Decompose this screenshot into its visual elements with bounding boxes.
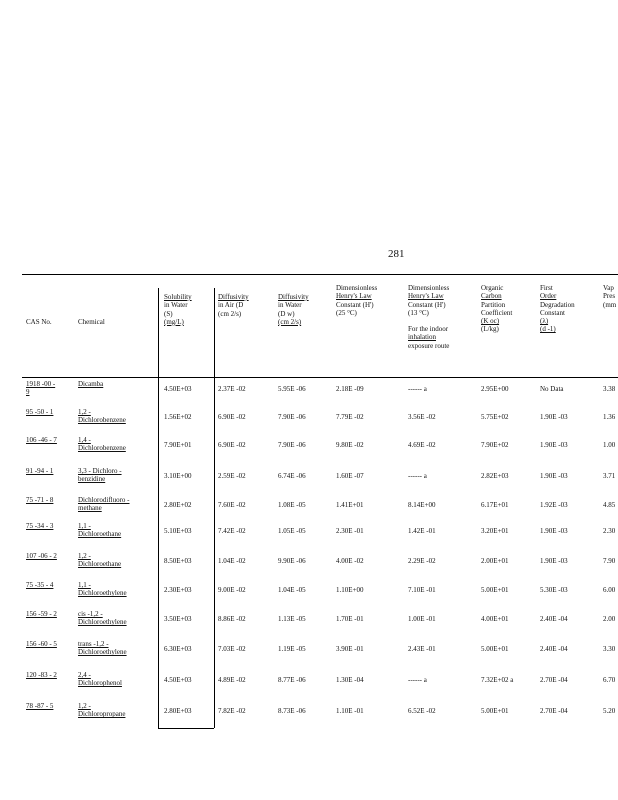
header-solubility: Solubility in Water (S) (mg/L) bbox=[164, 293, 192, 326]
cas-number: 78 -87 - 5 bbox=[26, 702, 54, 710]
header-chemical: Chemical bbox=[78, 318, 105, 326]
cell-dw: 1.19E -05 bbox=[278, 645, 306, 653]
cell-koc: 3.20E+01 bbox=[481, 527, 509, 535]
cell-deg: 1.90E -03 bbox=[540, 413, 568, 421]
header-degradation: First Order Degradation Constant (λ) (d -1) bbox=[540, 284, 575, 334]
cell-h13: ------ a bbox=[408, 676, 427, 684]
cell-da: 6.90E -02 bbox=[218, 441, 246, 449]
cell-vp: 5.20 bbox=[603, 707, 616, 715]
header-henry-13c: Dimensionless Henry's Law Constant (H') (13 °C) For the indoor inhalation exposure route bbox=[408, 284, 450, 350]
cell-s: 2.30E+03 bbox=[164, 586, 192, 594]
cell-vp: 1.00 bbox=[603, 441, 616, 449]
chemical-name: 1,1 - Dichloroethylene bbox=[78, 581, 127, 598]
cas-number: 107 -06 - 2 bbox=[26, 552, 57, 560]
cell-h13: 1.00E -01 bbox=[408, 615, 436, 623]
chemical-name: cis -1,2 - Dichloroethylene bbox=[78, 610, 127, 627]
cell-h25: 9.80E -02 bbox=[336, 441, 364, 449]
cas-number: 156 -60 - 5 bbox=[26, 640, 57, 648]
cell-s: 6.30E+03 bbox=[164, 645, 192, 653]
cell-deg: No Data bbox=[540, 385, 564, 393]
cell-dw: 6.74E -06 bbox=[278, 472, 306, 480]
cell-dw: 1.13E -05 bbox=[278, 615, 306, 623]
cell-koc: 2.82E+03 bbox=[481, 472, 509, 480]
cell-deg: 1.90E -03 bbox=[540, 441, 568, 449]
cell-h13: 1.42E -01 bbox=[408, 527, 436, 535]
cas-number: 75 -35 - 4 bbox=[26, 581, 54, 589]
cell-deg: 1.90E -03 bbox=[540, 557, 568, 565]
cell-vp: 2.30 bbox=[603, 527, 616, 535]
cell-vp: 6.00 bbox=[603, 586, 616, 594]
header-cas: CAS No. bbox=[26, 318, 52, 326]
cas-number: 91 -94 - 1 bbox=[26, 467, 54, 475]
cell-s: 4.50E+03 bbox=[164, 385, 192, 393]
cell-dw: 8.77E -06 bbox=[278, 676, 306, 684]
cell-h25: 1.60E -07 bbox=[336, 472, 364, 480]
table-row bbox=[22, 522, 618, 550]
cell-dw: 5.95E -06 bbox=[278, 385, 306, 393]
chemical-name: trans -1,2 - Dichloroethylene bbox=[78, 640, 127, 657]
header-diffusivity-air: Diffusivity in Air (D (cm 2/s) bbox=[218, 293, 249, 318]
cell-h25: 7.79E -02 bbox=[336, 413, 364, 421]
chemical-name: Dicamba bbox=[78, 380, 104, 388]
cell-dw: 1.08E -05 bbox=[278, 501, 306, 509]
cell-h13: 6.52E -02 bbox=[408, 707, 436, 715]
cell-koc: 2.00E+01 bbox=[481, 557, 509, 565]
cell-da: 1.04E -02 bbox=[218, 557, 246, 565]
cell-deg: 2.40E -04 bbox=[540, 615, 568, 623]
cell-koc: 2.95E+00 bbox=[481, 385, 509, 393]
cell-deg: 2.40E -04 bbox=[540, 645, 568, 653]
cell-deg: 1.92E -03 bbox=[540, 501, 568, 509]
cell-koc: 4.00E+01 bbox=[481, 615, 509, 623]
cell-h25: 2.18E -09 bbox=[336, 385, 364, 393]
cell-dw: 9.90E -06 bbox=[278, 557, 306, 565]
chemical-name: 1,2 - Dichloropropane bbox=[78, 702, 126, 719]
cell-s: 5.10E+03 bbox=[164, 527, 192, 535]
header-henry-25c: Dimensionless Henry's Law Constant (H') (25 °C) bbox=[336, 284, 378, 317]
cell-vp: 4.85 bbox=[603, 501, 616, 509]
cas-number: 106 -46 - 7 bbox=[26, 436, 57, 444]
chemical-name: 1,2 - Dichloroethane bbox=[78, 552, 122, 569]
cell-h25: 2.30E -01 bbox=[336, 527, 364, 535]
cas-number: 120 -83 - 2 bbox=[26, 671, 57, 679]
cell-koc: 5.00E+01 bbox=[481, 586, 509, 594]
cell-koc: 6.17E+01 bbox=[481, 501, 509, 509]
table-row bbox=[22, 380, 618, 408]
cell-h25: 4.00E -02 bbox=[336, 557, 364, 565]
table-row bbox=[22, 671, 618, 699]
cell-da: 7.42E -02 bbox=[218, 527, 246, 535]
table-row bbox=[22, 552, 618, 580]
cell-s: 7.90E+01 bbox=[164, 441, 192, 449]
cell-deg: 2.70E -04 bbox=[540, 676, 568, 684]
page-number: 281 bbox=[388, 248, 405, 260]
cell-h13: 2.29E -02 bbox=[408, 557, 436, 565]
header-bottom-rule bbox=[22, 377, 618, 378]
table-row bbox=[22, 467, 618, 495]
cell-h25: 1.70E -01 bbox=[336, 615, 364, 623]
cell-s: 3.10E+00 bbox=[164, 472, 192, 480]
cas-number: 95 -50 - 1 bbox=[26, 408, 54, 416]
cell-s: 1.56E+02 bbox=[164, 413, 192, 421]
cell-deg: 5.30E -03 bbox=[540, 586, 568, 594]
cell-h25: 1.10E+00 bbox=[336, 586, 364, 594]
cell-deg: 1.90E -03 bbox=[540, 472, 568, 480]
cell-da: 9.00E -02 bbox=[218, 586, 246, 594]
cell-vp: 7.90 bbox=[603, 557, 616, 565]
cell-h25: 1.41E+01 bbox=[336, 501, 364, 509]
cell-h13: 4.69E -02 bbox=[408, 441, 436, 449]
cell-da: 2.59E -02 bbox=[218, 472, 246, 480]
table-row bbox=[22, 436, 618, 464]
cell-vp: 1.36 bbox=[603, 413, 616, 421]
header-diffusivity-water: Diffusivity in Water (D w) (cm 2/s) bbox=[278, 293, 309, 326]
cell-da: 6.90E -02 bbox=[218, 413, 246, 421]
cas-number: 1918 -00 - 9 bbox=[26, 380, 56, 397]
table-row bbox=[22, 581, 618, 609]
chemical-name: 2,4 - Dichlorophenol bbox=[78, 671, 122, 688]
cell-da: 7.60E -02 bbox=[218, 501, 246, 509]
cell-h13: 7.10E -01 bbox=[408, 586, 436, 594]
table-row bbox=[22, 610, 618, 638]
cell-h13: ------ a bbox=[408, 385, 427, 393]
table-bottom-rule bbox=[158, 728, 214, 729]
table-row bbox=[22, 640, 618, 668]
cell-da: 7.82E -02 bbox=[218, 707, 246, 715]
cell-s: 4.50E+03 bbox=[164, 676, 192, 684]
chemical-name: 1,1 - Dichloroethane bbox=[78, 522, 122, 539]
cell-dw: 8.73E -06 bbox=[278, 707, 306, 715]
cas-number: 75 -34 - 3 bbox=[26, 522, 54, 530]
cell-deg: 1.90E -03 bbox=[540, 527, 568, 535]
cas-number: 75 -71 - 8 bbox=[26, 496, 54, 504]
cell-dw: 7.90E -06 bbox=[278, 441, 306, 449]
cell-h13: 3.56E -02 bbox=[408, 413, 436, 421]
cell-da: 8.86E -02 bbox=[218, 615, 246, 623]
cell-koc: 5.00E+01 bbox=[481, 645, 509, 653]
cell-koc: 5.75E+02 bbox=[481, 413, 509, 421]
cell-dw: 1.04E -05 bbox=[278, 586, 306, 594]
cell-vp: 3.38 bbox=[603, 385, 616, 393]
cell-s: 8.50E+03 bbox=[164, 557, 192, 565]
cell-da: 7.03E -02 bbox=[218, 645, 246, 653]
cell-s: 2.80E+03 bbox=[164, 707, 192, 715]
cell-h25: 1.30E -04 bbox=[336, 676, 364, 684]
cell-vp: 2.00 bbox=[603, 615, 616, 623]
cas-number: 156 -59 - 2 bbox=[26, 610, 57, 618]
cell-koc: 7.32E+02 a bbox=[481, 676, 514, 684]
table-row bbox=[22, 408, 618, 436]
cell-vp: 6.70 bbox=[603, 676, 616, 684]
cell-dw: 1.05E -05 bbox=[278, 527, 306, 535]
cell-koc: 7.90E+02 bbox=[481, 441, 509, 449]
cell-vp: 3.30 bbox=[603, 645, 616, 653]
chemical-name: 3,3 - Dichloro - benzidine bbox=[78, 467, 122, 484]
cell-deg: 2.70E -04 bbox=[540, 707, 568, 715]
cell-h13: 2.43E -01 bbox=[408, 645, 436, 653]
table-row bbox=[22, 496, 618, 524]
table-top-rule bbox=[22, 274, 618, 275]
cell-h25: 3.90E -01 bbox=[336, 645, 364, 653]
cell-koc: 5.00E+01 bbox=[481, 707, 509, 715]
cell-da: 2.37E -02 bbox=[218, 385, 246, 393]
cell-h25: 1.10E -01 bbox=[336, 707, 364, 715]
cell-vp: 3.71 bbox=[603, 472, 616, 480]
cell-s: 3.50E+03 bbox=[164, 615, 192, 623]
chemical-name: 1,2 - Dichlorobenzene bbox=[78, 408, 126, 425]
cell-dw: 7.90E -06 bbox=[278, 413, 306, 421]
cell-h13: ------ a bbox=[408, 472, 427, 480]
cell-s: 2.80E+02 bbox=[164, 501, 192, 509]
header-koc: Organic Carbon Partition Coefficient (K oc) (L/kg) bbox=[481, 284, 513, 334]
chemical-name: 1,4 - Dichlorobenzene bbox=[78, 436, 126, 453]
chemical-name: Dichlorodifluoro - methane bbox=[78, 496, 130, 513]
table-row bbox=[22, 702, 618, 730]
header-vapor-pressure: Vap Pres (mm bbox=[603, 284, 617, 309]
cell-h13: 8.14E+00 bbox=[408, 501, 436, 509]
cell-da: 4.89E -02 bbox=[218, 676, 246, 684]
